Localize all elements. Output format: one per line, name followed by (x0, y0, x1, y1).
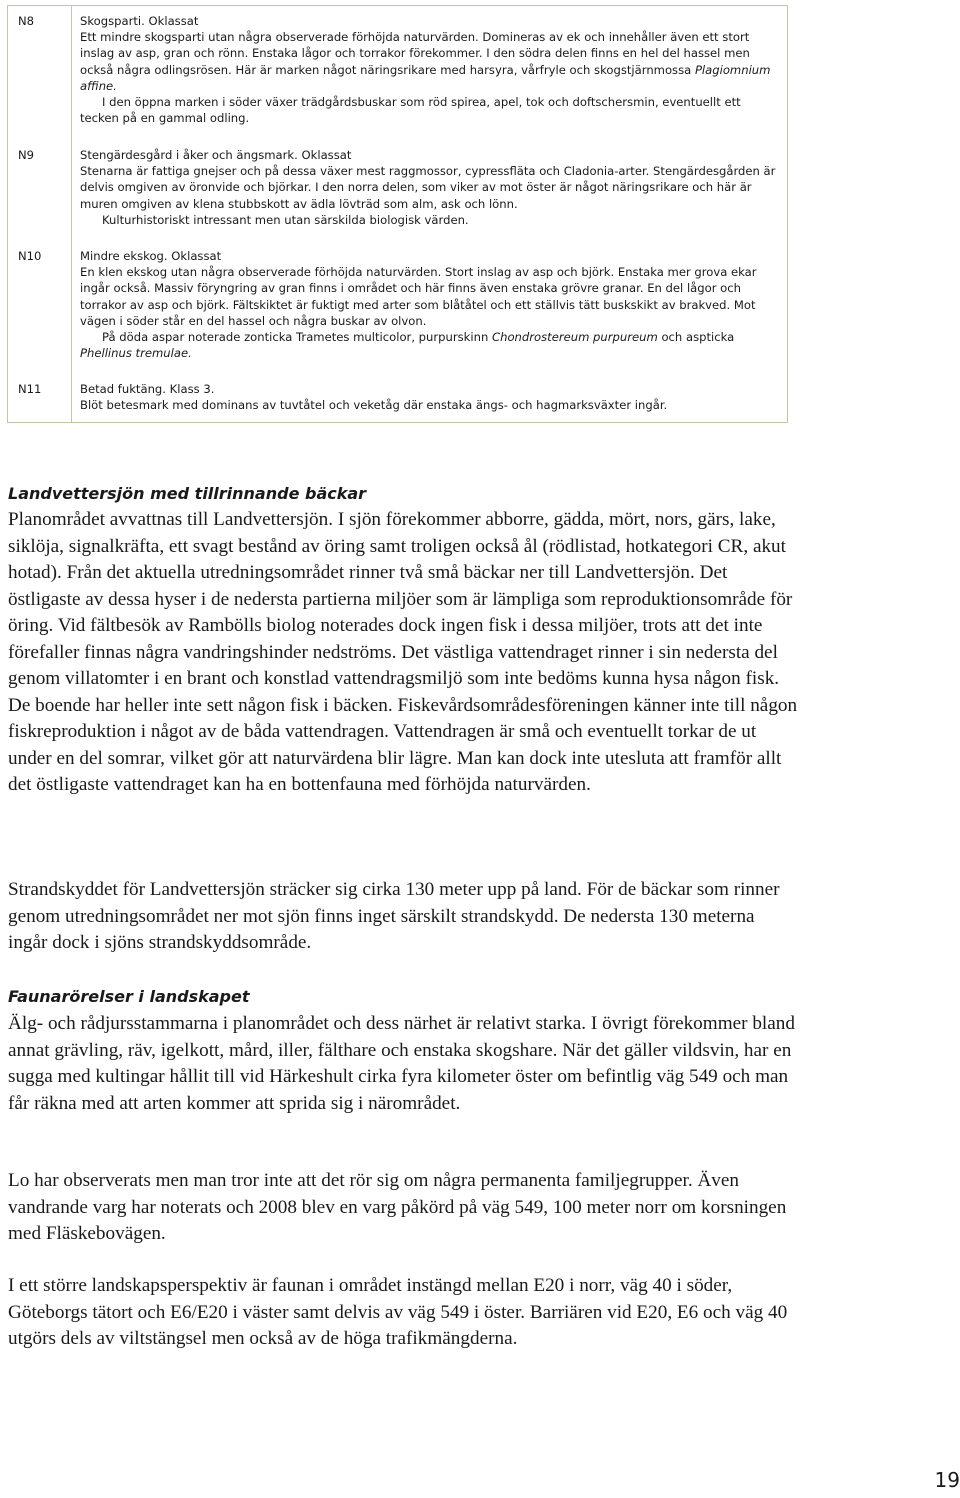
row-code: N10 (18, 249, 42, 263)
habitat-table (7, 5, 788, 423)
row-title: Stengärdesgård i åker och ängsmark. Oklassat (80, 148, 352, 162)
row-title: Skogsparti. Oklassat (80, 14, 199, 28)
row-description (80, 381, 779, 413)
section-heading: Faunarörelser i landskapet (8, 987, 250, 1006)
row-description (80, 248, 779, 361)
row-description (80, 147, 779, 228)
row-code: N9 (18, 148, 35, 162)
row-paragraph: Stenarna är fattiga gnejser och på dessa växer mest raggmossor, cypressfläta och Cladonia-arter. Stengärdesgården är delvis omgiven av öronvide och björkar. I den norra delen, som viker av mot öster är något näringsrikare och här är muren omgiven av klena stubbskott av ädla lövträd som alm, ask och lönn. (80, 164, 776, 211)
row-title: Betad fuktäng. Klass 3. (80, 382, 215, 396)
body-paragraph: Älg- och rådjursstammarna i planområdet och dess närhet är relativt starka. I övrigt förekommer bland annat grävling, räv, igelkott, mård, iller, fälthare och enstaka skogshare. När det gäller vildsvin, har en sugga med kultingar hållit till vid Härkeshult cirka fyra kilometer öster om befintlig väg 549 och man får räkna med att arten kommer att sprida sig i närområdet. (8, 1013, 795, 1114)
row-code: N8 (18, 14, 35, 28)
section-heading: Landvettersjön med tillrinnande bäckar (8, 484, 367, 503)
page-number: 19 (934, 1468, 960, 1492)
body-paragraph: I ett större landskapsperspektiv är faunan i området instängd mellan E20 i norr, väg 40 i söder, Göteborgs tätort och E6/E20 i väster samt delvis av väg 549 i öster. Barriären vid E20, E6 och väg 40 utgörs dels av viltstängsel men också av de höga trafikmängderna. (8, 1275, 788, 1349)
row-paragraph: Ett mindre skogsparti utan några observerade förhöjda naturvärden. Domineras av ek och innehåller även ett stort inslag av asp, gran och rönn. Enstaka lågor och torrakor förekommer. I den södra delen finns en hel del hassel men också några odlingsrösen. Här är marken något näringsrikare med harsyra, vårfryle och skogstjärnmossa Plagiomnium affine. (80, 30, 771, 93)
row-paragraph: I den öppna marken i söder växer trädgårdsbuskar som röd spirea, apel, tok och doftschersmin, eventuellt ett tecken på en gammal odling. (80, 95, 741, 126)
row-paragraph: På döda aspar noterade zonticka Trametes multicolor, purpurskinn Chondrostereum purpureum och aspticka Phellinus tremulae. (80, 330, 735, 361)
table-divider (71, 6, 72, 422)
row-description (80, 13, 779, 126)
row-paragraph: En klen ekskog utan några observerade förhöjda naturvärden. Stort inslag av asp och björk. Enstaka mer grova ekar ingår också. Massiv föryngring av gran finns i området och här finns även enstaka grövre granar. En del lågor och torrakor av asp och björk. Fältskiktet är fuktigt med arter som blåtåtel och ett ställvis tätt buskskikt av brakved. Mot vägen i söder står en del hassel och några buskar av olvon. (80, 265, 757, 328)
row-title: Mindre ekskog. Oklassat (80, 249, 222, 263)
body-paragraph: Strandskyddet för Landvettersjön sträcker sig cirka 130 meter upp på land. För de bäckar som rinner genom utredningsområdet ner mot sjön finns inget särskilt strandskydd. De nedersta 130 meterna ingår dock i sjöns strandskyddsområde. (8, 879, 780, 953)
body-paragraph: Planområdet avvattnas till Landvettersjön. I sjön förekommer abborre, gädda, mört, nors, gärs, lake, siklöja, signalkräfta, ett svagt bestånd av öring samt troligen också ål (rödlistad, hotkategori CR, akut hotad). Från det aktuella utredningsområdet rinner två små bäckar ner till Landvettersjön. Det östligaste av dessa hyser i de nedersta partierna miljöer som är lämpliga som reproduktionsområde för öring. Vid fältbesök av Rambölls biolog noterades dock ingen fisk i dessa miljöer, trots att det inte förefaller finnas några vandringshinder nedströms. Det västliga vattendraget rinner i sin nedersta del genom villatomter i en brant och konstlad vattendragsmiljö som inte bedöms kunna hysa någon fisk. De boende har heller inte sett någon fisk i bäcken. Fiskevårdsområdesföreningen känner inte till någon fiskreproduktion i något av de båda vattendragen. Vattendragen är små och eventuellt torkar de ut under en del somrar, vilket gör att naturvärdena blir lägre. Man kan dock inte utesluta att framför allt det östligaste vattendraget kan ha en bottenfauna med förhöjda naturvärden. (8, 509, 798, 795)
row-paragraph: Blöt betesmark med dominans av tuvtåtel och veketåg där enstaka ängs- och hagmarksväxter ingår. (80, 398, 668, 413)
row-paragraph: Kulturhistoriskt intressant men utan särskilda biologisk värden. (102, 212, 469, 227)
body-paragraph: Lo har observerats men man tror inte att det rör sig om några permanenta familjegrupper. Även vandrande varg har noterats och 2008 blev en varg påkörd på väg 549, 100 meter norr om korsningen med Fläskebovägen. (8, 1170, 787, 1244)
row-code: N11 (18, 382, 42, 396)
